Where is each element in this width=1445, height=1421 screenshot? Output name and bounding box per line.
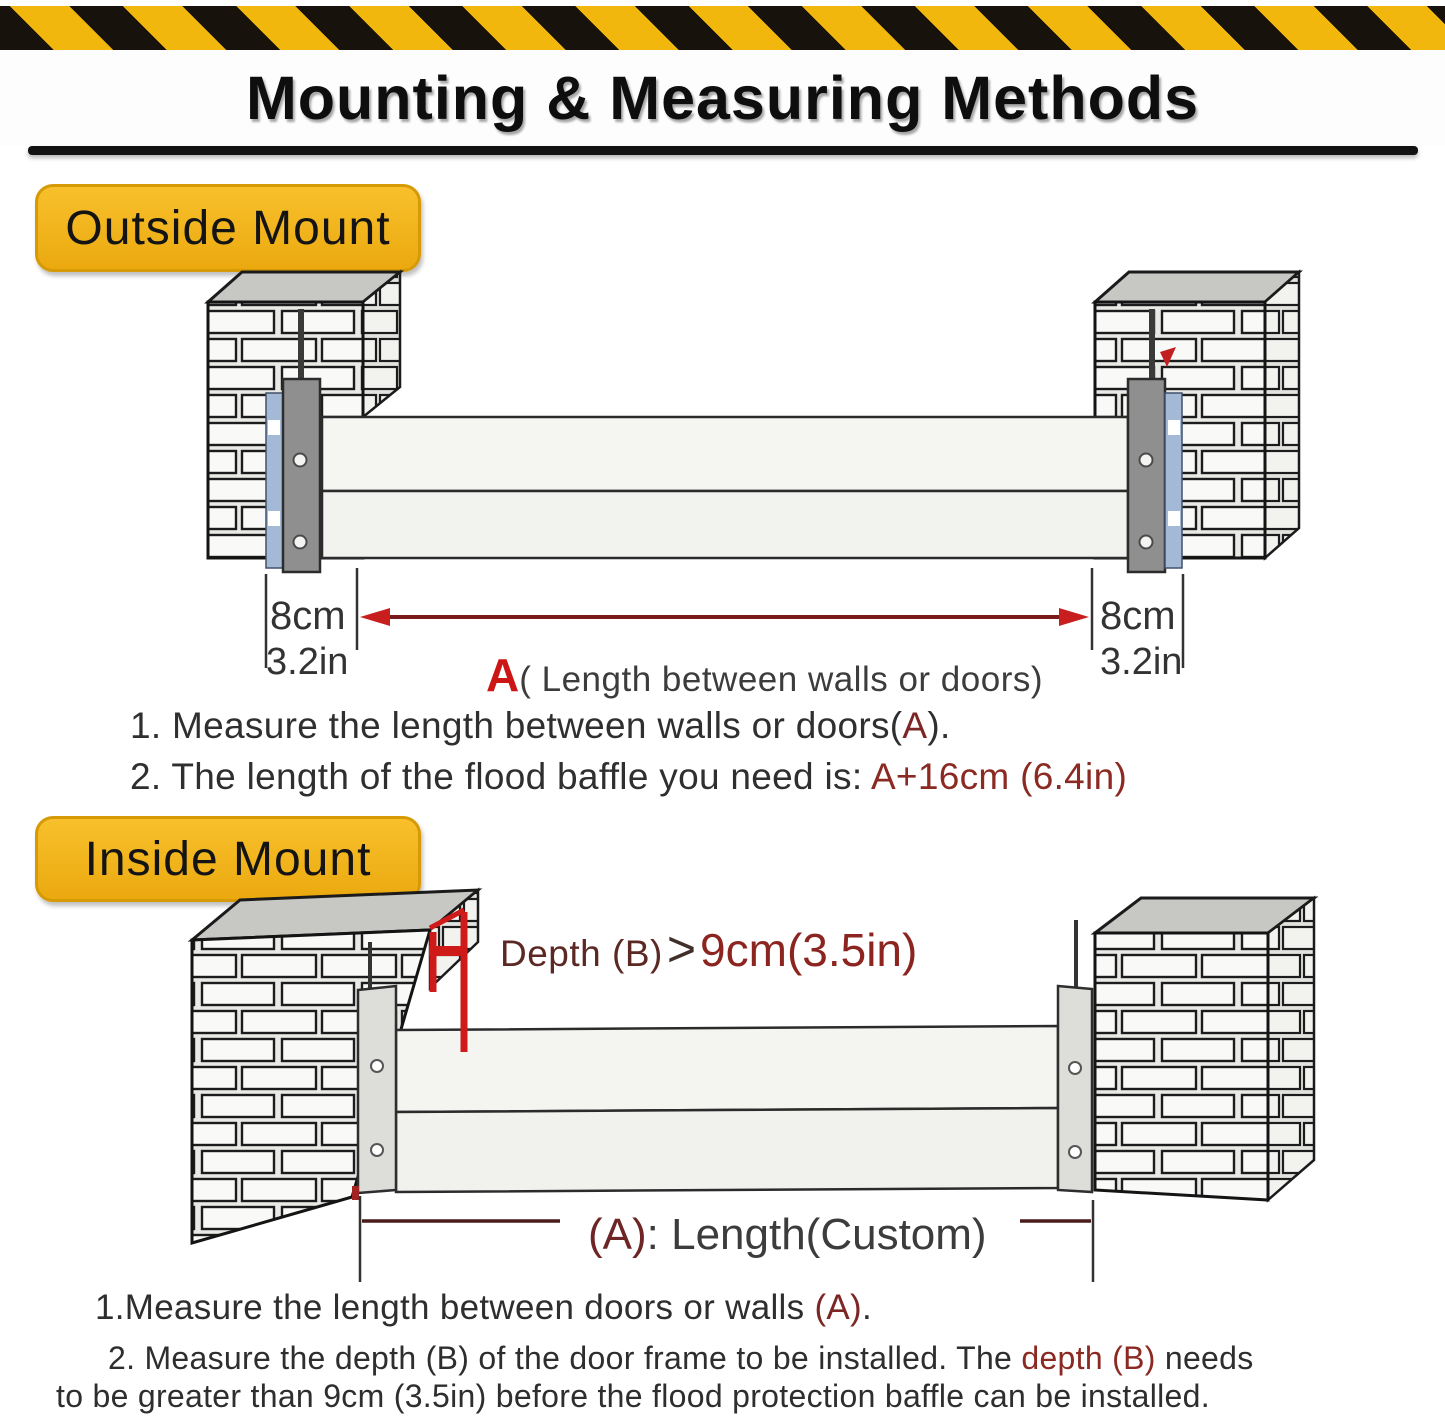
span-length-a: A xyxy=(486,649,520,701)
red-marker-icon xyxy=(352,1186,359,1200)
outside-step-2: 2. The length of the flood baffle you need is: A+16cm (6.4in) xyxy=(130,756,1128,797)
greater-than-symbol: > xyxy=(666,921,697,977)
screw-hole xyxy=(1140,536,1153,549)
inside-flood-barrier xyxy=(396,1026,1058,1192)
dim-label-32in-right: 3.2in xyxy=(1100,641,1183,683)
inside-right-channel xyxy=(1058,986,1092,1192)
inside-mount-badge-label: Inside Mount xyxy=(84,832,372,886)
inside-left-channel xyxy=(352,986,396,1200)
inside-step-3: to be greater than 9cm (3.5in) before the flood protection baffle can be installed. xyxy=(56,1378,1210,1414)
page-title: Mounting & Measuring Methods xyxy=(245,64,1200,132)
outside-flood-barrier xyxy=(322,417,1128,558)
length-custom-label xyxy=(588,1210,987,1260)
inside-step-2: 2. Measure the depth (B) of the door frame to be installed. The depth (B) needs xyxy=(108,1340,1254,1376)
outside-mount-badge-label: Outside Mount xyxy=(65,201,391,255)
screw-hole xyxy=(1140,454,1153,467)
span-length-text: ( Length between walls or doors) xyxy=(519,660,1044,699)
length-custom-a: (A) xyxy=(588,1210,647,1259)
screw-hole xyxy=(294,454,307,467)
depth-label-value: 9cm(3.5in) xyxy=(700,924,918,976)
span-length-label xyxy=(486,648,1043,702)
seal-clip xyxy=(1168,420,1180,435)
screw-hole xyxy=(1069,1146,1081,1158)
screw-hole xyxy=(294,536,307,549)
arrow-head-left-icon xyxy=(360,608,390,626)
outside-step-1: 1. Measure the length between walls or doors(A). xyxy=(130,705,951,746)
depth-label xyxy=(500,920,917,978)
inside-right-pillar xyxy=(1095,898,1314,1200)
dim-label-32in-left: 3.2in xyxy=(266,641,349,683)
screw-hole xyxy=(371,1144,383,1156)
screw-hole xyxy=(1069,1062,1081,1074)
screw-hole xyxy=(371,1060,383,1072)
seal-clip xyxy=(268,511,280,526)
seal-clip xyxy=(268,420,280,435)
outside-left-channel xyxy=(266,379,320,572)
seal-clip xyxy=(1168,511,1180,526)
inside-step-1: 1.Measure the length between doors or walls (A). xyxy=(95,1288,873,1327)
depth-label-text: Depth (B) xyxy=(500,933,663,974)
dim-label-8cm-right: 8cm xyxy=(1100,594,1176,638)
right-anchor-rod xyxy=(1149,309,1155,381)
left-anchor-rod xyxy=(298,309,304,381)
outside-steps xyxy=(130,700,1127,802)
length-custom-text: : Length(Custom) xyxy=(646,1210,987,1259)
arrow-head-right-icon xyxy=(1059,608,1089,626)
dim-label-8cm-left: 8cm xyxy=(270,594,346,638)
